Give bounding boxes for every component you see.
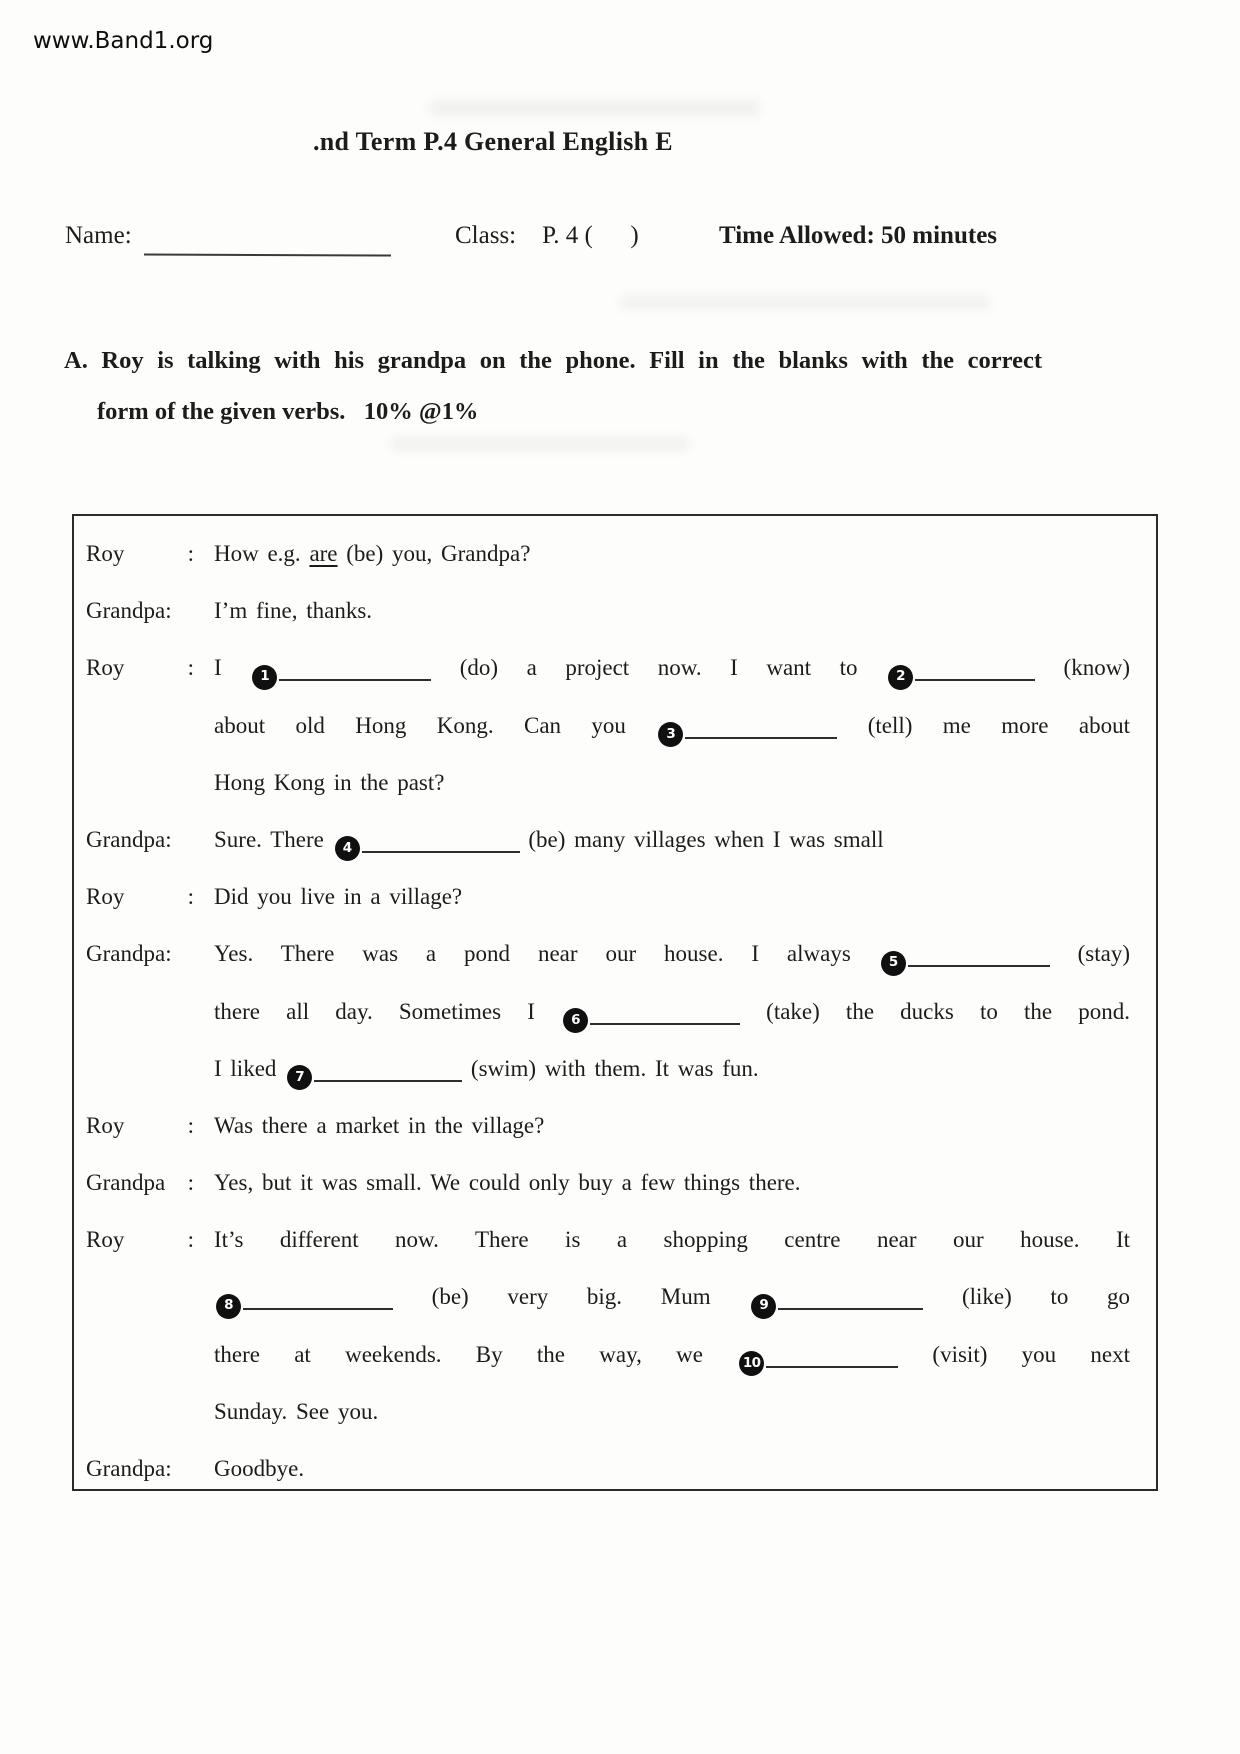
dialogue-line <box>86 1440 1130 1497</box>
speaker-name: Roy <box>86 884 125 910</box>
dialogue-line <box>86 868 1130 925</box>
dialogue-line <box>86 582 1130 639</box>
dialogue-text <box>214 868 1130 925</box>
site-watermark: www.Band1.org <box>33 28 214 54</box>
speaker-name: Roy <box>86 655 125 681</box>
dialogue-line <box>86 1097 1130 1154</box>
speaker-cell <box>86 1326 214 1383</box>
answer-blank <box>279 667 431 681</box>
dialogue-text <box>214 1440 1130 1497</box>
text-run: (be) you, Grandpa? <box>337 541 531 566</box>
circled-number-3: 3 <box>658 722 683 747</box>
circled-number-8: 8 <box>216 1294 241 1319</box>
dialogue-text <box>214 1326 1130 1383</box>
text-run: Was there a market in the village? <box>214 1112 545 1138</box>
dialogue-text <box>214 1040 1130 1097</box>
text-run: Sure. There <box>214 826 333 852</box>
dialogue-line <box>86 925 1130 982</box>
dialogue-line <box>86 1211 1130 1268</box>
text-run: It’s different now. There is a shopping centre near our house. It <box>214 1227 1130 1253</box>
speaker-cell <box>86 1440 214 1497</box>
speaker-name: Grandpa <box>86 598 166 624</box>
speaker-cell <box>86 1268 214 1325</box>
dialogue-text <box>214 983 1130 1040</box>
name-underline <box>144 253 391 256</box>
text-run: Sunday. See you. <box>214 1398 379 1424</box>
dialogue-text <box>214 1268 1130 1325</box>
speaker-cell <box>86 582 214 639</box>
text-run: (like) to go <box>923 1284 1130 1310</box>
section-a-instruction-line1: A. Roy is talking with his grandpa on the phone. Fill in the blanks with the correct <box>64 347 1042 374</box>
text-run: I <box>214 655 251 681</box>
circled-number-5: 5 <box>881 951 906 976</box>
exam-title: .nd Term P.4 General English E <box>313 127 673 156</box>
speaker-cell <box>86 1211 214 1268</box>
dialogue-line <box>86 525 1130 582</box>
speaker-name: Grandpa <box>86 826 166 852</box>
text-run: Goodbye. <box>214 1456 305 1481</box>
scan-smudge <box>430 100 760 116</box>
time-allowed-label: Time Allowed: 50 minutes <box>719 222 998 249</box>
text-run: Yes. There was a pond near our house. I always <box>214 941 879 967</box>
answer-blank <box>243 1296 393 1310</box>
dialogue-box <box>72 514 1158 1491</box>
speaker-colon: : <box>187 655 194 681</box>
class-field <box>455 222 639 250</box>
speaker-colon: : <box>187 1227 194 1253</box>
exam-meta-row <box>0 222 1240 268</box>
dialogue-text <box>214 1097 1130 1154</box>
circled-number-1: 1 <box>252 665 277 690</box>
text-run: Did you live in a village? <box>214 884 463 910</box>
dialogue-line <box>86 1326 1130 1383</box>
circled-number-7: 7 <box>287 1065 312 1090</box>
speaker-cell <box>86 1097 214 1154</box>
underlined-example-answer: are <box>309 541 338 566</box>
dialogue-text <box>214 1211 1130 1268</box>
speaker-cell <box>86 1040 214 1097</box>
text-run: (be) very big. Mum <box>393 1284 750 1310</box>
section-a-instruction-line2: form of the given verbs. 10% @1% <box>97 398 479 425</box>
answer-blank <box>362 839 520 853</box>
speaker-name: Grandpa <box>86 1170 166 1196</box>
speaker-cell <box>86 1383 214 1440</box>
dialogue-line <box>86 983 1130 1040</box>
text-run: (stay) <box>1049 941 1130 967</box>
class-label: Class: <box>455 222 517 249</box>
scan-smudge <box>390 438 690 450</box>
text-run: I’m fine, thanks. <box>214 598 373 624</box>
text-run: I liked <box>214 1055 286 1081</box>
text-run: (swim) with them. It was fun. <box>462 1055 759 1081</box>
text-run: (do) a project now. I want to <box>431 655 887 681</box>
speaker-cell <box>86 639 214 696</box>
dialogue-line <box>86 697 1130 754</box>
text-run: (tell) me more about <box>837 712 1130 738</box>
speaker-cell <box>86 983 214 1040</box>
dialogue-line <box>86 1040 1130 1097</box>
text-run: How e.g. <box>214 541 310 566</box>
answer-blank <box>685 725 837 739</box>
circled-number-9: 9 <box>751 1294 776 1319</box>
answer-blank <box>778 1296 923 1310</box>
circled-number-2: 2 <box>888 665 913 690</box>
text-run: Yes, but it was small. We could only buy a few things there. <box>214 1170 801 1196</box>
name-label: Name: <box>65 222 132 249</box>
speaker-cell <box>86 754 214 811</box>
speaker-colon: : <box>187 1112 194 1138</box>
dialogue-line <box>86 1383 1130 1440</box>
speaker-name: Roy <box>86 1227 125 1253</box>
dialogue-text <box>214 525 1130 582</box>
answer-blank <box>314 1068 462 1082</box>
speaker-name: Grandpa <box>86 941 166 967</box>
dialogue-text <box>214 639 1130 696</box>
text-run: (visit) you next <box>898 1341 1130 1367</box>
circled-number-4: 4 <box>335 836 360 861</box>
text-run: (be) many villages when I was small <box>519 826 884 852</box>
circled-number-6: 6 <box>563 1008 588 1033</box>
speaker-name: Grandpa <box>86 1456 166 1481</box>
dialogue-text <box>214 697 1130 754</box>
answer-blank <box>766 1354 898 1368</box>
speaker-cell <box>86 697 214 754</box>
text-run: (know) <box>1035 655 1130 681</box>
answer-blank <box>590 1011 740 1025</box>
dialogue-line <box>86 811 1130 868</box>
speaker-colon: : <box>187 1170 194 1196</box>
dialogue-text <box>214 582 1130 639</box>
speaker-colon: : <box>165 826 172 852</box>
text-run: Hong Kong in the past? <box>214 769 445 795</box>
dialogue-line <box>86 1154 1130 1211</box>
dialogue-text <box>214 1383 1130 1440</box>
speaker-name: Roy <box>86 541 125 566</box>
dialogue-line <box>86 639 1130 696</box>
text-run: about old Hong Kong. Can you <box>214 712 657 738</box>
speaker-cell <box>86 868 214 925</box>
speaker-colon: : <box>165 941 172 967</box>
text-run: there at weekends. By the way, we <box>214 1341 738 1367</box>
text-run: there all day. Sometimes I <box>214 998 562 1024</box>
circled-number-10: 10 <box>739 1351 764 1376</box>
scan-smudge <box>620 296 990 309</box>
speaker-name: Roy <box>86 1112 125 1138</box>
dialogue-line <box>86 754 1130 811</box>
text-run: (take) the ducks to the pond. <box>740 998 1130 1024</box>
speaker-cell <box>86 1154 214 1211</box>
speaker-colon: : <box>187 541 194 566</box>
answer-blank <box>915 667 1035 681</box>
dialogue-text <box>214 1154 1130 1211</box>
speaker-colon: : <box>165 598 172 624</box>
speaker-cell <box>86 925 214 982</box>
speaker-colon: : <box>187 884 194 910</box>
speaker-cell <box>86 525 214 582</box>
answer-blank <box>908 953 1050 967</box>
dialogue-text <box>214 754 1130 811</box>
class-value: P. 4 ( ) <box>542 222 639 249</box>
dialogue-text <box>214 811 1130 868</box>
dialogue-text <box>214 925 1130 982</box>
speaker-colon: : <box>165 1456 172 1481</box>
dialogue-line <box>86 1268 1130 1325</box>
speaker-cell <box>86 811 214 868</box>
